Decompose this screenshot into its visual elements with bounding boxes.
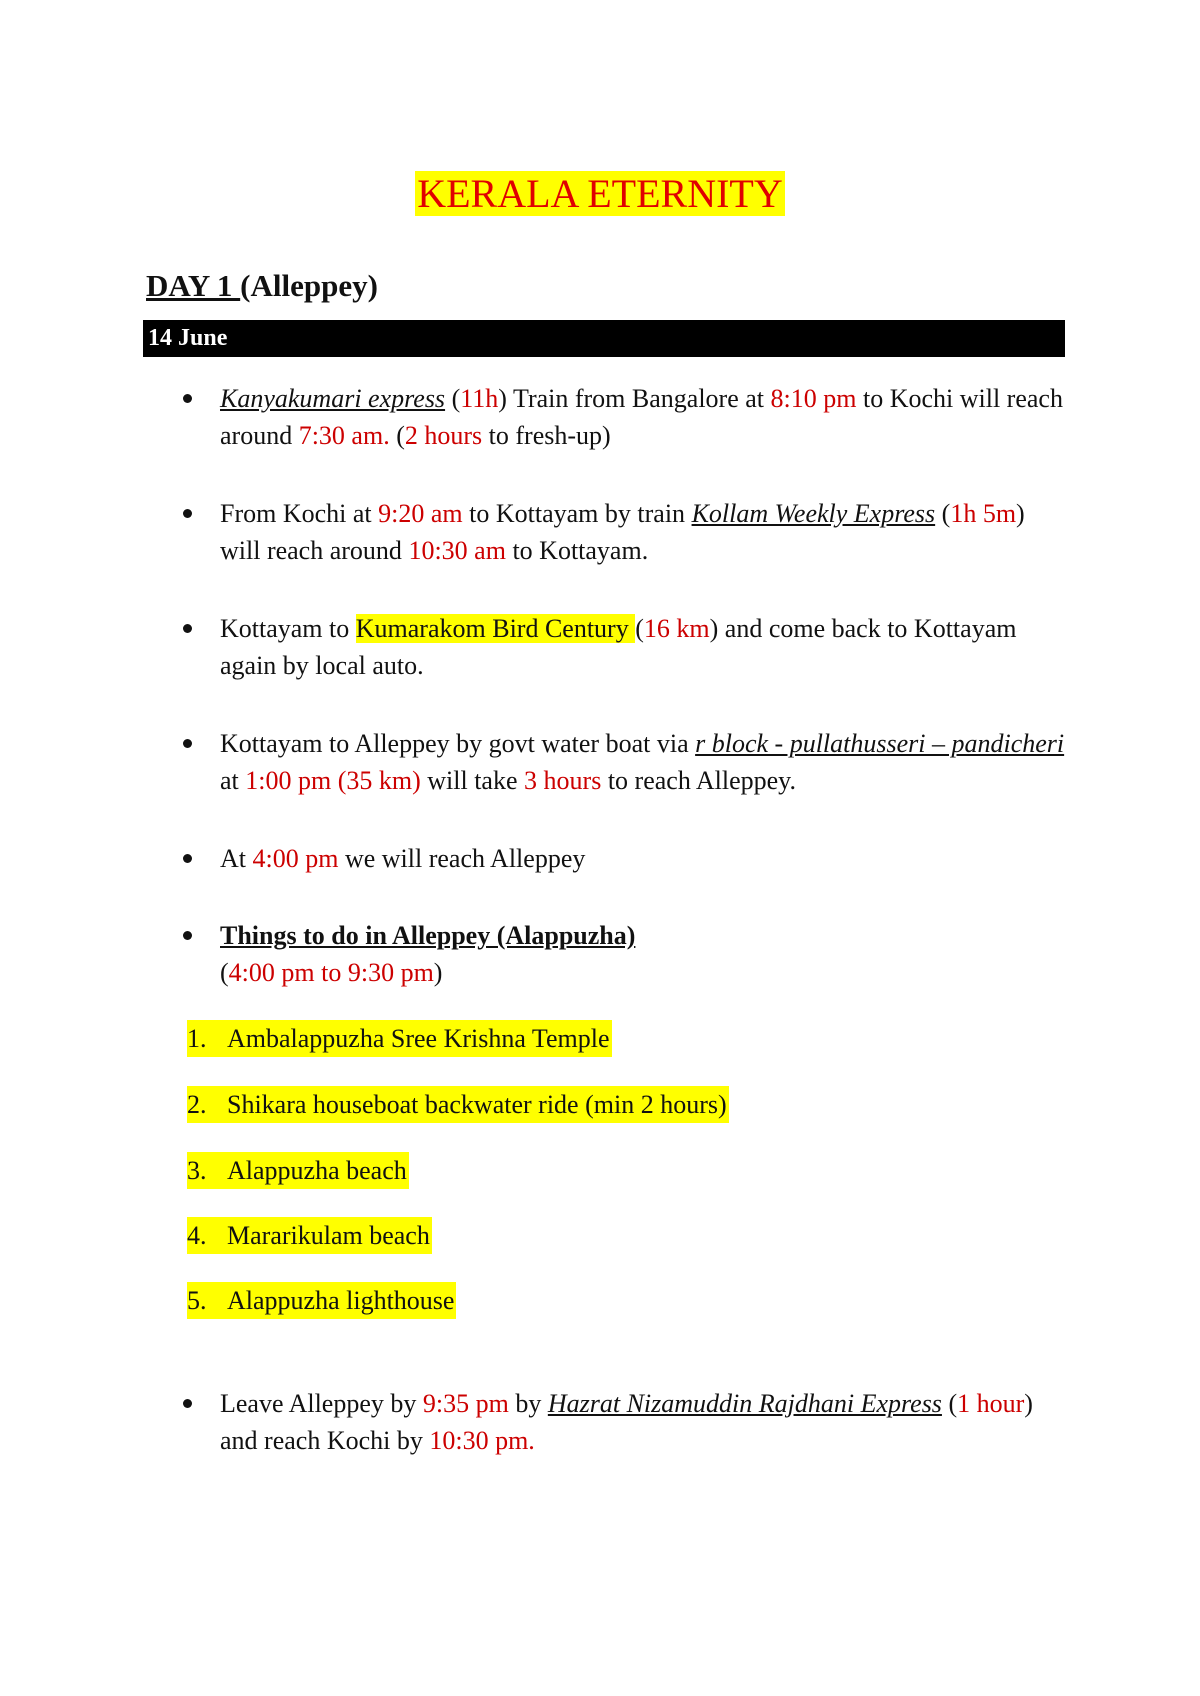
day-heading: DAY 1 (Alleppey) [146,268,378,303]
list-item: 3. Alappuzha beach [187,1152,409,1189]
itinerary-item-kumarakom: Kottayam to Kumarakom Bird Century (16 km) and come back to Kottayam again by local auto. [220,610,1070,684]
date-bar: 14 June [143,320,1065,357]
itinerary-item-train-to-kottayam: From Kochi at 9:20 am to Kottayam by train Kollam Weekly Express (1h 5m) will reach around 10:30 am to Kottayam. [220,495,1070,569]
itinerary-item-water-boat: Kottayam to Alleppey by govt water boat via r block - pullathusseri – pandicheri at 1:00 pm (35 km) will take 3 hours to reach Alleppey. [220,725,1070,799]
document-title: KERALA ETERNITY [417,171,783,216]
itinerary-item-leave-alleppey: Leave Alleppey by 9:35 pm by Hazrat Nizamuddin Rajdhani Express (1 hour) and reach Kochi by 10:30 pm. [220,1385,1070,1459]
itinerary-item-reach-alleppey: At 4:00 pm we will reach Alleppey [220,840,1070,877]
itinerary-item-train-to-kochi: Kanyakumari express (11h) Train from Bangalore at 8:10 pm to Kochi will reach around 7:30 am. (2 hours to fresh-up) [220,380,1070,454]
things-to-do-heading: Things to do in Alleppey (Alappuzha) [220,921,636,950]
list-item: 2. Shikara houseboat backwater ride (min 2 hours) [187,1086,729,1123]
list-item: 1. Ambalappuzha Sree Krishna Temple [187,1020,612,1057]
list-item: 5. Alappuzha lighthouse [187,1282,456,1319]
itinerary-item-things-to-do: Things to do in Alleppey (Alappuzha) (4:00 pm to 9:30 pm) [220,917,1070,991]
list-item: 4. Mararikulam beach [187,1217,432,1254]
